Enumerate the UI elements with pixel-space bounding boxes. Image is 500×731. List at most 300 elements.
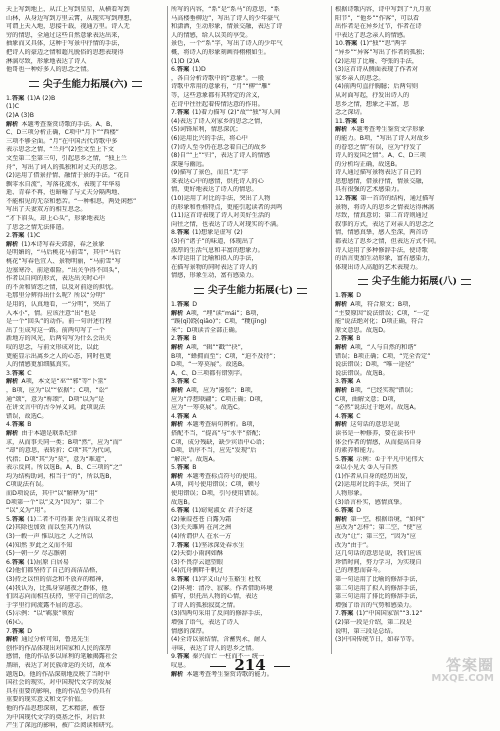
answer-line [6,378,165,387]
text-line: “以”义为“用”。 [6,507,50,515]
column-divider-2 [331,6,332,654]
text-line: 毛那里分辨得出什么呢？所以“分明” [6,292,106,300]
text-line: 均为结构助词，相当于“的”，所以选B， [6,472,116,480]
text-line: 写出了夫妻双方的相互思念。 [6,206,87,214]
answer-text: 本题考查考生鉴赏文学形象 [350,126,425,134]
question-number: 6. [171,66,177,74]
answer-text: B项，“已经实现”错误； [350,386,417,394]
text-line: 说法错误；D项，“唯一途径” [335,361,415,369]
text-line: 景物，将诗人的思乡之情表达得淋漓 [335,203,434,211]
text-line: 具有重要的影响，他的作品至今仍具有 [6,687,112,695]
answer-label: 答案 [340,455,354,463]
column-1 [6,6,165,731]
text-line: 是明媚的，“马后桃花马前雪”，其中“马后 [6,249,121,257]
text-line: (2)运用了比喻、夸张的手法， [335,57,419,65]
answer-label: 解析 [171,421,184,429]
text-line: 所写的内容，“系”是“系马”的意思，“系 [171,6,280,13]
question-number: 10. [335,40,345,48]
text-line: 人的情感，给人以美的享受。 [171,31,252,39]
text-line: (1)D (2)A [171,57,200,65]
answer-label: 答案 [340,378,354,386]
answer-label: 答案 [176,507,190,515]
text-line: (1)C [6,103,20,111]
answer-line [335,301,494,310]
text-line: 黑暗，表达了对民族命运的关切，故本 [6,661,112,669]
text-line: 诗歌中常用的意象有，“月”“柳”“雁” [171,83,271,91]
answer-label: 解析 [6,636,19,644]
answer-text: 通过分析可知，鲁迅先生 [21,636,90,644]
answer-label: 解析 [335,126,348,134]
text-line: 说明，第三段是总结。 [335,627,397,635]
section-title: 尖子生能力拓展(七) [171,284,330,298]
text-line: 了思念之情无法排遣。 [6,223,68,231]
answer-line [6,121,165,130]
text-line: 抽象而又具体，这种于写景中抒情的手法， [6,40,124,48]
text-line: 桃花”写春色宜人、景物明丽，“马前雪”写 [6,258,121,266]
answer-text: 本题考查鉴赏诗歌的手法。A、B、 [21,120,117,128]
answer-text: 本题考查考生鉴赏诗歌的能力。 [186,670,273,678]
question-number: 2. [335,335,341,343]
text-line: (10)运用了对比的手法，突出了人物 [171,195,271,203]
text-line: 穷的情思，全通过这些自然意象表达出来， [6,31,124,39]
answer-text: (1)C [27,232,41,240]
answer-label: 答案 [176,378,190,386]
text-line: 叹息。 [171,661,190,669]
text-line: 情感，形象生动，富有感染力。 [171,272,258,280]
text-line: (2)蒹葭苍苍 白露为霜 [171,515,232,523]
text-line: 第三句运用了排比的修辞手法， [335,593,422,601]
answer-line [6,636,165,645]
answer-line [335,344,494,353]
answer-line [335,195,494,204]
text-line: C项，曲解文意；D项， [335,395,400,403]
text-line: 应为“一筹莫展”。故选C。 [171,404,244,412]
text-line: 故选B。 [171,498,194,506]
text-line: 思乡之情，想象之丰富，思 [335,100,410,108]
answer-text: (1)D [192,66,206,74]
text-line: 他的作品思想深刻，艺术精湛，被誉 [6,704,105,712]
answer-line [6,421,165,430]
text-line: 从对面写起，抒发出诗人的 [335,91,410,99]
answer-text: D [27,627,33,635]
answer-text: A项，本文是“巫”“邪”等“卜筮” [21,378,107,386]
text-line: 新地方的风光，后两句写为什么会出关 [6,335,112,343]
answer-line [171,378,330,387]
text-line: 求，从而事关同一类；B项“然”，应为“而” [6,438,123,446]
text-line: 和潇洒，生动形象，情景交融，表达了诗 [171,23,283,31]
answer-text: (1)字义山/号玉谿生 杜牧 [192,576,261,583]
text-line: 应为“浮想联翩”；C项正确；D项， [171,395,267,403]
text-line: 诗人运用了多种修辞手法，使诗歌 [335,246,428,254]
text-line: (3)四两句采用了反问的修辞手法， [171,610,267,618]
answer-text: 第一空，根据语境，“如何” [350,515,425,523]
text-line: 错误；B项正确；C项，“完全否定” [335,352,431,360]
answer-line [335,126,494,135]
text-line: 第二句运用了拟人的修辞手法， [335,584,422,592]
answer-text: 示例：①于平凡中见伟大 [356,455,424,463]
text-line: (6)心。 [6,618,28,626]
answer-text: B [356,335,361,343]
text-line: 在诗中往往起着传情达意的作用。 [171,100,264,108]
text-line: ，各自分析诗歌中的“意象”。一般 [171,74,265,82]
answer-line [335,40,494,49]
answer-text: (1)窈窕淑女 君子好逑 [192,507,253,515]
text-line: 读书是一种修养，要在读书中 [335,429,416,437]
answer-text: 由于本题是联系纪律 [21,429,78,437]
answer-label: 解析 [171,309,184,317]
text-line: B项，“蜂拥而至”；C项，“迫不及待”； [171,352,280,360]
text-line: 改为“让”；第三空，“因为”应 [335,533,416,541]
text-line: C项说法有误。 [6,481,48,489]
answer-line [335,421,494,430]
text-line: 搭配不当，“提高”与“水平”搭配； [171,429,265,437]
question-number: 3. [6,369,12,377]
text-line: 的能力。B项，“写出了诗人对故乡 [335,134,430,142]
answer-label: 答案 [11,627,25,635]
answer-text: A项，“埋”读“mái”；B项， [186,309,263,317]
text-line: 这几句话的意思是说，我们应该 [335,550,422,558]
text-line: 的形象和性格特点，更能引起读者的共鸣 [171,203,283,211]
answer-label: 答案 [340,610,354,618]
answer-label: 答案 [344,195,358,203]
text-line: 代指；D项“其”为“莫”，意为“难道”， [6,455,111,463]
answer-text: C [27,369,32,377]
text-line: “异乡”“异客”写出了作者的孤独； [335,48,429,56]
answer-label: 答案 [344,40,358,48]
question-number: 6. [171,507,177,515]
text-line: 改为“由于”。 [335,541,373,549]
answer-text: (1)“独”“思”两字 [360,40,407,48]
text-line: 来表达心中的感情，烘托诗人的心 [171,177,264,185]
text-line: 等，这些意象都有其特定的含义， [171,91,264,99]
question-number: 11. [335,117,345,125]
text-line: 在讲文言中的古今异义词。此项说法 [6,404,105,412]
answer-label: 答案 [344,117,358,125]
answer-label: 解析 [171,386,184,394]
text-line: 概，将诗人的形象刻画得栩栩如生。 [171,48,270,56]
text-line: (3)不畏浮云遮望眼 [171,558,224,566]
question-number: 7. [335,610,341,618]
text-line: “却”的意思，表转折；C项“其”为代词， [6,447,116,455]
answer-line [335,292,494,301]
answer-label: 解析 [6,429,19,437]
answer-label: 解析 [335,421,348,429]
answer-label: 答案 [176,229,190,237]
answer-text: (1)“中国国家馆”“3.12” [356,610,423,618]
text-line: 景色，一个“系”字，写出了诗人的少年气 [171,40,283,48]
text-line: 作者以自问的形式，表达出关时心中 [6,275,105,283]
answer-text: D [356,507,362,515]
column-3 [335,6,494,645]
question-number: 6. [6,558,12,566]
text-line: 的素养和能力。 [335,447,379,455]
answer-text: (1)屈原 白居易 [27,558,69,566]
text-line: (2)运用了借景抒情、融情于景的手法。“花自 [6,172,130,180]
question-number: 4. [335,412,341,420]
answer-line [171,421,330,430]
column-2 [171,6,330,679]
answer-line [171,387,330,396]
question-number: 7. [171,541,177,549]
text-line: 人的情感更加细腻真实。 [6,361,75,369]
text-line: 深邃与幽远。 [171,160,209,168]
text-line: 的分析均正确，故选B。 [335,160,402,168]
answer-text: A项，符合原文；B项， [350,301,415,308]
answer-text: A项，“辑”“戳”“抉”， [186,343,247,351]
answer-line [6,241,165,250]
answer-text: 这句话的意思是说 [350,421,400,429]
question-number: 5. [6,515,12,523]
text-line: 逝、青春不再，也暗喻了与丈夫分隔两地、 [6,189,124,197]
answer-label: 解析 [335,301,348,308]
answer-text: A [356,378,361,386]
text-line: A项，问号使用错误；C项，顿号 [171,481,260,489]
answer-line [171,335,330,344]
answer-label: 答案 [340,507,354,515]
question-number: 6. [335,507,341,515]
answer-label: 答案 [11,558,25,566]
answer-text: (1)二者不可得兼 舍生而取义者也 [27,515,119,523]
question-number: 5. [335,455,341,463]
text-line: (3)中国传统节日，如春节等。 [335,636,419,644]
text-line: (2)其除也加效 而以至其乃所以 [6,524,91,532]
answer-line [6,559,165,568]
text-line: (2)他们都坚持了自己的高洁品格， [6,567,102,575]
text-line: 文至第二至第三句，引起思乡之情，“独上兰 [6,154,127,162]
text-line: 向往之情，也表达了诗人对现实的不满。 [171,220,283,228]
text-line: 都表达了思乡之情，但表达方式不同。 [335,238,441,246]
text-line: 出了生成写这一路。前两句写了一个 [6,326,105,334]
answer-line [335,387,494,396]
text-line: 重要的现实意义和文学价值。 [6,696,87,704]
section-title: 尖子生能力拓展(六) [6,78,165,92]
text-line: (3)一毂一声 惟以远之 人之所以 [6,533,93,541]
answer-text: D [192,301,198,308]
text-line: D项，“一筹莫展”。故选B。 [171,361,249,369]
answer-label: 答案 [11,232,25,240]
text-line: (1)作者从自身的经历出发， [335,472,412,480]
text-line: 出作者是在异乡过节，作者在诗 [335,23,422,31]
answer-text: 本题考查标点符号的使用。 [186,472,261,480]
question-number: 3. [335,378,341,386]
question-number: 1. [171,301,177,308]
answer-text: B [360,117,365,125]
text-line: (5)示例：“以“羁旅”领衔 [6,610,74,618]
answer-label: 答案 [176,541,190,549]
answer-text: (1)本诗写春天郊游，春之景象 [21,240,105,248]
text-line: 马高楼垂柳边”，写出了诗人的少年豪气 [171,14,280,22]
text-line: 米”；D项读音全部正确。 [171,326,241,334]
text-line: 阳节”，“他乡”“作客”，可以看 [335,14,420,22]
watermark-title: 答案圈 [445,656,494,674]
text-line: (9)描写了景色，而且“无”字 [171,169,249,177]
question-number: 1. [6,94,12,102]
text-line: D项第一个“以”义为“因为”；第二个 [6,498,105,506]
text-line: 是用的，认真地看，一“分明”，突出了 [6,301,112,308]
answer-line [171,66,330,75]
text-line: 根据诗歌内容，诗中写到了“九月重 [335,6,432,13]
answer-label: 解析 [335,386,348,394]
answer-line [6,628,165,637]
text-line: 增强了语气，表达了诗人 [171,618,240,626]
text-line: 中表达了思念亲人的情感。 [335,31,410,39]
question-number: 7. [6,627,12,635]
question-number: 3. [171,378,177,386]
text-line: 己的理想而奋斗。 [335,567,385,575]
answer-line [6,430,165,439]
text-line: 表示反问。所以选B。A、B、C三项的“之” [6,464,123,472]
text-line: 的语言更加生动形象，富有感染力， [335,255,434,263]
answer-line [335,516,494,525]
answer-line [171,542,330,551]
text-line: 三项不够全面。“月”在中国古代诗歌中多 [6,137,118,145]
answer-text: A项，“人与自然的和谐” [350,343,417,351]
text-line: 了诗人的孤独寂寞之情。 [171,601,240,609]
text-line: (3)语言朴实，感情真挚。 [335,498,406,506]
question-number: 5. [171,464,177,472]
text-line: 不能相见的无奈和愁苦。“一种相思，两处闲愁” [6,197,137,205]
text-line: 飘零水自流”，写落花流水，表现了年华易 [6,180,121,188]
text-line: 体会作者的情感，从而提高自身 [335,438,422,446]
answer-label: 答案 [11,515,25,523]
answer-line [335,456,494,465]
text-line: 叙事的方式，表达了对亲人的思念之 [335,220,434,228]
text-line: 情感的深厚。 [171,627,209,635]
text-line: (2)天街小雨润如酥 [171,550,224,558]
text-line: “解决”。故选A。 [171,455,219,463]
answer-label: 解析 [6,240,19,248]
text-line: 把诗人的豪迈之情和超凡脱俗的思想表现得 [6,48,124,56]
answer-text: 秦兴而亡 一枉而不一 统一 [192,653,265,661]
answer-text: D [356,292,362,300]
answer-line [6,370,165,379]
text-line: 舟”，写出了词人的孤独和对丈夫的思念。 [6,163,121,171]
answer-line [171,301,330,310]
question-number: 1. [335,292,341,300]
answer-label: 答案 [340,292,354,300]
text-line: 尽致，情真意切；第二首诗则通过 [335,212,428,220]
text-line: 表示思念之情，“兰舟”(2)至文至上下文 [6,146,114,154]
answer-label: 答案 [176,109,190,117]
text-line: 的不舍和留恋之情，以及对前途的担忧。 [6,283,118,291]
answer-line [171,413,330,422]
text-line: (3)持之以恒的信念和不放弃的精神， [6,576,108,583]
answer-line [171,344,330,353]
answer-label: 解析 [6,378,19,386]
question-number: 8. [171,576,177,583]
answer-label: 答案 [176,301,190,308]
answer-label: 答案 [176,576,190,583]
text-line: (4)知然 罗此之义而不知 [6,541,73,549]
answer-label: 答案 [340,412,354,420]
text-line: 念之深切。 [335,109,366,117]
text-line: A、C、D三项都有错别字。 [171,369,247,377]
answer-text: (1)着力描写 (2)“故”“独”写人间 [192,109,281,117]
text-line: C项，成分残缺，缺少宾语中心语； [171,438,269,446]
text-line: 应改为“怎样”；第二空，“使”应 [335,524,423,532]
text-line: 第一句运用了比喻的修辞手法， [335,576,422,583]
text-line: 浓厚的生活气息和丰富的想象力。 [171,246,264,254]
text-line: 边塞寒冷、前途艰险。“出关争得不回头”， [6,266,124,274]
text-line: 思想感情，借景抒情，情景交融， [335,177,428,185]
question-number: 8. [171,229,177,237]
question-number: 4. [6,421,12,429]
answer-line [171,473,330,482]
text-line: 于字里行间流露不屈的意志。 [6,601,87,609]
answer-text: A项，应为“嚣张”；B项， [186,386,257,394]
answer-label: 解析 [171,670,184,678]
text-line: (4)所谓伊人 在水一方 [171,533,232,541]
text-line: 他哥也一种好多人的思念之情。 [6,66,93,74]
question-number: 7. [171,109,177,117]
text-line: (2)A (3)B [6,111,34,119]
answer-label: 答案 [11,94,25,102]
answer-text: B [27,421,32,429]
text-line: 诗人通过描写景物表达了自己的 [335,169,422,177]
text-line: (3)有“诸子”的味道，体现出了 [171,238,255,246]
text-line: 描写，烘托出人物的心情，表达 [171,593,258,601]
text-line: (5)一朝一夕 尽志骸朝 [6,550,67,558]
answer-line [6,232,165,241]
answer-line [335,335,494,344]
text-line: “蹊(qī)跷(qiāo)”；C项，“粳(jīng) [171,318,267,326]
text-line: 可谓上天入地，思接千载，视通万里。诗人无 [6,23,130,31]
answer-text: 本题考查病句辨析。B项， [186,421,259,429]
answer-label: 答案 [176,66,190,74]
text-line: 具有很强的艺术感染力。 [335,186,404,194]
text-line: C、D三项分析正确，C项中“月下”“西楼” [6,129,119,137]
text-line: 淋漓尽致，形象地表达了诗人 [6,57,87,65]
answer-label: 答案 [176,335,190,343]
answer-text: B [192,464,197,472]
answer-line [335,118,494,127]
text-line: (4)前两句直抒胸臆；后两句则 [335,83,419,91]
text-line: 寻味，表达了诗人的思乡之情。 [171,644,258,652]
text-line: 增强了语言的气势和感染力。 [335,601,416,609]
text-line: 山林，从身边写到万里云霄，从现实写到理想， [6,14,136,22]
answer-text: C [356,412,361,420]
text-line: (2)第一段是介绍，第二段是 [335,618,412,626]
text-line: 是一个“回头”的动作。前一句讲述行程 [6,318,112,326]
answer-text: (1)A (2)B [27,94,56,102]
answer-label: 答案 [176,464,190,472]
text-line: 诗人的爱国之情”。A、C、D三项 [335,152,426,160]
text-line: 能”说法绝对化；D项正确，符合 [335,318,424,326]
text-line: (3)这首诗从侧面表现了作者对 [335,66,419,74]
text-line: 叹的思念，与前文形成对比，以此 [6,343,99,351]
text-line: 天上写到地上，从江上写到星星，从横看写到 [6,6,130,13]
text-line: 的眷恋之情”有误，应为“抒发了 [335,143,422,151]
text-line: 情，情感真挚，感人至深，两首诗 [335,229,428,237]
text-line: 创作的作品体现出对国家和人民的深厚 [6,644,112,652]
answer-line [6,95,165,104]
text-line: 国社会的现实，对中国现代文学的发展 [6,679,112,687]
answer-label: 解析 [171,343,184,351]
answer-text: B [192,335,197,343]
answer-label: 答案 [11,369,25,377]
text-line: “必然”说法过于绝对。故选A。 [335,404,420,412]
text-line: (5)词锋犀利，情思深沉； [171,126,242,134]
answer-line [171,109,330,118]
text-line: 人物形象。 [335,490,366,498]
text-line: 在描写景物的同时表达了诗人的 [171,263,258,271]
text-line: 家乡亲人的思念。 [335,74,385,82]
watermark-url: MXQE.COM [431,673,494,684]
text-line: 感情，他的作品多以犀利的笔触揭露社会 [6,653,118,661]
answer-label: 解析 [335,343,348,351]
answer-text: A [192,412,197,420]
answer-line [171,464,330,473]
